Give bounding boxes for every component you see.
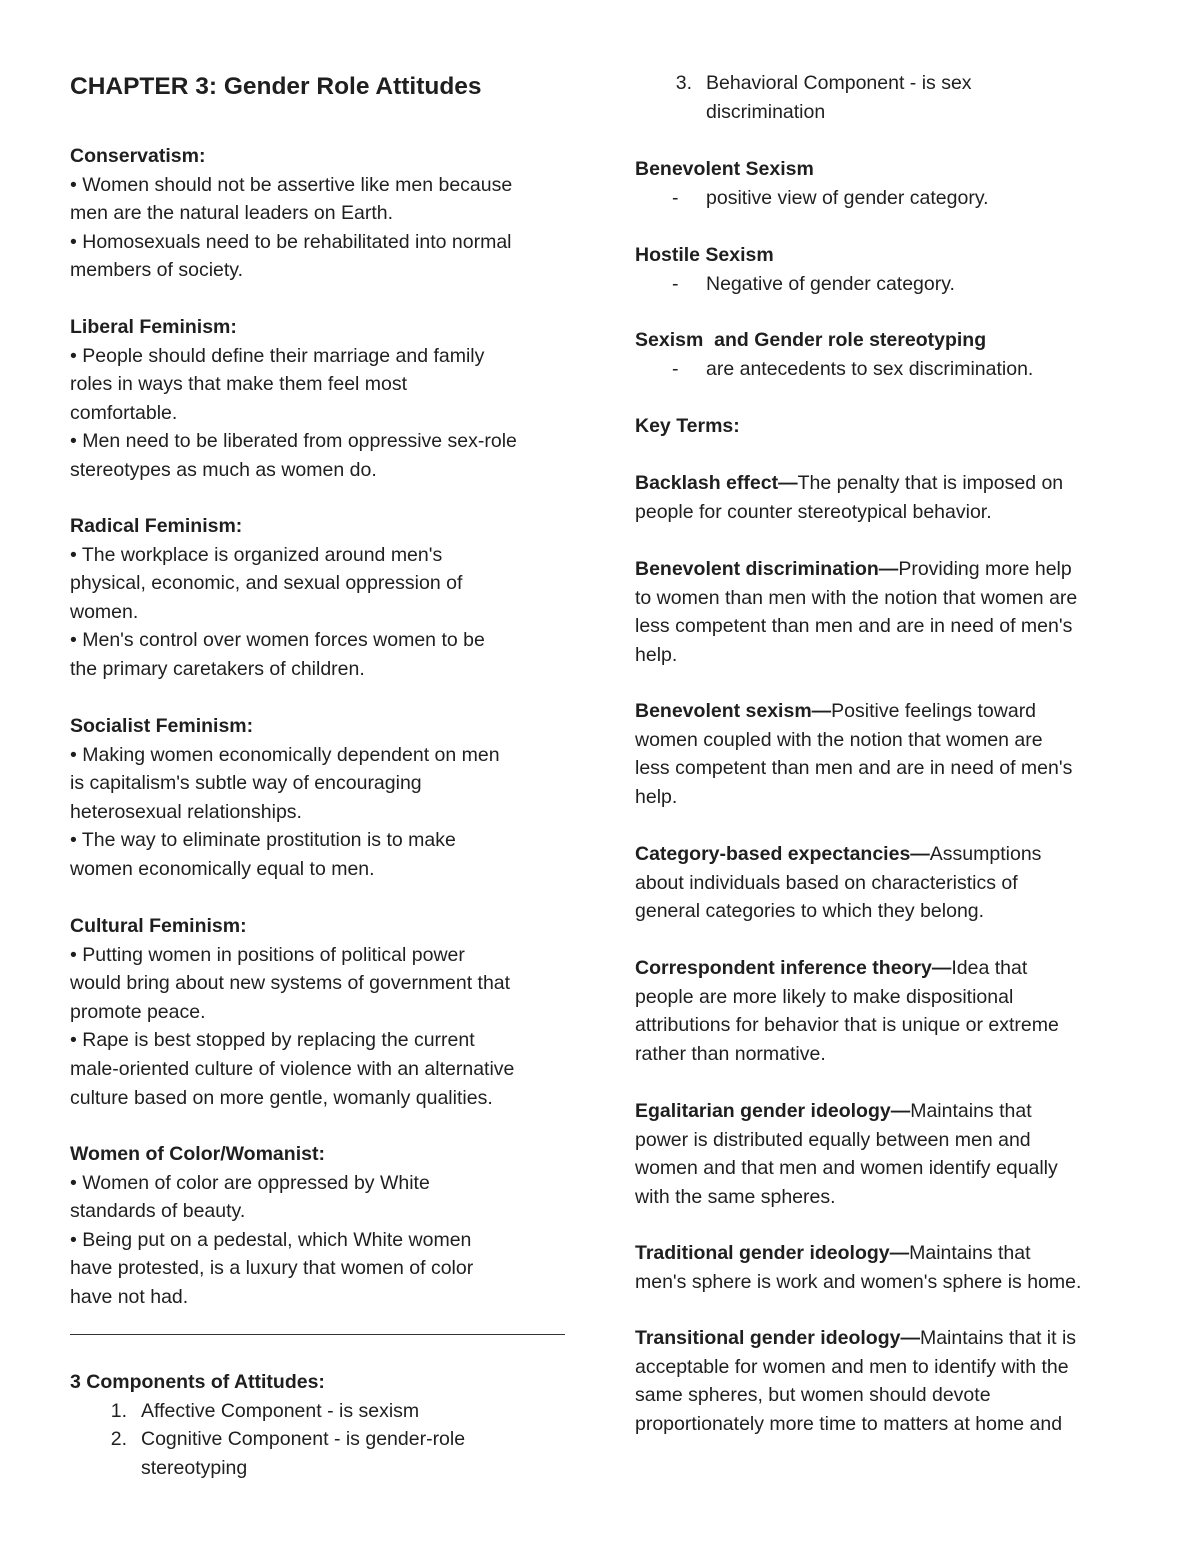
term-egalitarian-gender-ideology [635, 1097, 1135, 1211]
term-name: Transitional gender ideology— [635, 1327, 920, 1349]
term-name: Benevolent discrimination— [635, 558, 899, 580]
ideology-heading: Conservatism: [70, 145, 206, 167]
term-definition: Maintains that [910, 1100, 1032, 1122]
ideology-heading: Women of Color/Womanist: [70, 1143, 325, 1165]
term-line: proportionately more time to matters at home and [635, 1412, 1063, 1435]
ideology-heading: Liberal Feminism: [70, 316, 237, 338]
term-line: people for counter stereotypical behavior. [635, 500, 992, 523]
term-line [635, 1097, 1135, 1126]
ideology-heading: Radical Feminism: [70, 515, 243, 537]
dash-item [635, 184, 1135, 213]
section-divider [70, 1334, 565, 1335]
term-backlash-effect [635, 469, 1135, 526]
chapter-title: CHAPTER 3: Gender Role Attitudes [70, 73, 482, 100]
ideology-line: have not had. [70, 1285, 189, 1308]
ideology-line: women economically equal to men. [70, 857, 375, 880]
ideology-line: women. [70, 600, 139, 623]
term-traditional-gender-ideology [635, 1239, 1135, 1296]
term-name: Category-based expectancies— [635, 843, 930, 865]
list-item [635, 69, 1135, 126]
components-section [70, 1368, 570, 1482]
ideology-line: • Putting women in positions of political power [70, 943, 465, 966]
term-line: people are more likely to make dispositional [635, 985, 1014, 1008]
ideology-line: • Rape is best stopped by replacing the current [70, 1029, 475, 1052]
ideology-line: have protested, is a luxury that women of color [70, 1257, 474, 1280]
dash-item [635, 270, 1135, 299]
dash-marker: - [672, 357, 679, 380]
term-definition: Providing more help [898, 558, 1072, 580]
term-line [635, 555, 1135, 584]
term-name: Backlash effect— [635, 472, 798, 494]
ideology-conservatism [70, 142, 570, 285]
ideology-line: • People should define their marriage and family [70, 344, 485, 367]
ideology-line: men are the natural leaders on Earth. [70, 202, 394, 225]
term-line: help. [635, 643, 678, 666]
ideology-line: members of society. [70, 259, 244, 282]
ideology-heading: Socialist Feminism: [70, 715, 254, 737]
dash-item-text: are antecedents to sex discrimination. [706, 357, 1034, 380]
components-list [70, 1397, 570, 1483]
term-definition: The penalty that is imposed on [797, 472, 1064, 494]
term-line: less competent than men and are in need of men's [635, 615, 1073, 638]
ideology-line: • Women of color are oppressed by White [70, 1171, 430, 1194]
term-name: Benevolent sexism— [635, 700, 832, 722]
section-heading: Sexism and Gender role stereotyping [635, 329, 987, 351]
section-heading: Hostile Sexism [635, 244, 774, 266]
term-definition: Assumptions [929, 843, 1042, 865]
term-line: same spheres, but women should devote [635, 1384, 991, 1407]
term-line: general categories to which they belong. [635, 900, 985, 923]
ideology-line: • The way to eliminate prostitution is to make [70, 829, 456, 852]
ideology-line: physical, economic, and sexual oppression of [70, 572, 463, 595]
ideology-womanist [70, 1140, 570, 1312]
ideology-line: • Making women economically dependent on men [70, 743, 500, 766]
ideology-socialist-feminism [70, 712, 570, 884]
ideology-line: roles in ways that make them feel most [70, 373, 408, 396]
ideology-line: would bring about new systems of government that [70, 972, 511, 995]
list-item-text: Cognitive Component - is gender-role [141, 1428, 466, 1451]
term-line: less competent than men and are in need of men's [635, 757, 1073, 780]
hostile-sexism-section [635, 241, 1135, 298]
term-line [635, 469, 1135, 498]
ideology-line: culture based on more gentle, womanly qualities. [70, 1086, 493, 1109]
ideology-line: • Homosexuals need to be rehabilitated into normal [70, 230, 512, 253]
ideology-line: comfortable. [70, 401, 178, 424]
ideology-line: • The workplace is organized around men's [70, 543, 443, 566]
ideology-line: stereotypes as much as women do. [70, 458, 377, 481]
ideology-liberal-feminism [70, 313, 570, 485]
term-definition: Idea that [951, 957, 1028, 979]
list-number: 2. [110, 1428, 127, 1451]
term-benevolent-sexism [635, 697, 1135, 811]
term-name: Traditional gender ideology— [635, 1242, 910, 1264]
ideology-radical-feminism [70, 512, 570, 684]
term-definition: Positive feelings toward [831, 700, 1037, 722]
term-line [635, 697, 1135, 726]
list-item-text: Affective Component - is sexism [141, 1399, 420, 1422]
list-item-text: stereotyping [141, 1456, 248, 1479]
term-line [635, 840, 1135, 869]
ideology-line: • Men's control over women forces women to be [70, 629, 485, 652]
list-item-text: Behavioral Component - is sex [706, 72, 972, 94]
term-line [635, 954, 1135, 983]
term-line: power is distributed equally between men and [635, 1128, 1031, 1151]
term-line: help. [635, 785, 678, 808]
list-number: 3. [675, 72, 692, 94]
dash-list [635, 355, 1135, 384]
term-line: women coupled with the notion that women are [635, 728, 1043, 751]
ideology-line: the primary caretakers of children. [70, 657, 365, 680]
ideology-line: • Men need to be liberated from oppressive sex-role [70, 430, 517, 453]
dash-list [635, 270, 1135, 299]
dash-item-text: positive view of gender category. [706, 186, 989, 209]
term-line: men's sphere is work and women's sphere is home. [635, 1270, 1082, 1293]
key-terms-heading: Key Terms: [635, 415, 740, 437]
ideology-line: heterosexual relationships. [70, 800, 302, 823]
ideology-line: male-oriented culture of violence with an alternative [70, 1057, 515, 1080]
term-line: to women than men with the notion that women are [635, 586, 1078, 609]
term-line: women and that men and women identify equally [635, 1157, 1058, 1180]
sexism-stereotyping-section [635, 326, 1135, 383]
list-item [70, 1425, 570, 1482]
term-line: attributions for behavior that is unique or extreme [635, 1014, 1059, 1037]
term-name: Egalitarian gender ideology— [635, 1100, 911, 1122]
term-definition: Maintains that [909, 1242, 1031, 1264]
list-item-text: discrimination [706, 100, 826, 123]
ideology-heading: Cultural Feminism: [70, 915, 247, 937]
dash-item [635, 355, 1135, 384]
list-number: 1. [110, 1399, 127, 1422]
term-name: Correspondent inference theory— [635, 957, 952, 979]
term-transitional-gender-ideology [635, 1324, 1135, 1438]
components-list-continued [635, 69, 1135, 126]
ideology-cultural-feminism [70, 912, 570, 1112]
term-benevolent-discrimination [635, 555, 1135, 669]
term-line: about individuals based on characteristics of [635, 871, 1018, 894]
list-item [70, 1397, 570, 1426]
dash-list [635, 184, 1135, 213]
dash-item-text: Negative of gender category. [706, 272, 955, 295]
ideology-line: promote peace. [70, 1000, 206, 1023]
ideology-line: is capitalism's subtle way of encouraging [70, 772, 422, 795]
ideology-line: • Women should not be assertive like men because [70, 173, 513, 196]
section-heading: Benevolent Sexism [635, 158, 814, 180]
dash-marker: - [672, 272, 679, 295]
term-category-based-expectancies [635, 840, 1135, 926]
term-correspondent-inference-theory [635, 954, 1135, 1068]
term-line [635, 1239, 1135, 1268]
term-definition: Maintains that it is [919, 1327, 1077, 1349]
term-line: with the same spheres. [635, 1185, 836, 1208]
components-heading: 3 Components of Attitudes: [70, 1371, 325, 1393]
term-line: rather than normative. [635, 1042, 826, 1065]
dash-marker: - [672, 186, 679, 209]
benevolent-sexism-section [635, 155, 1135, 212]
term-line: acceptable for women and men to identify with the [635, 1355, 1069, 1378]
ideology-line: • Being put on a pedestal, which White women [70, 1228, 472, 1251]
ideology-line: standards of beauty. [70, 1200, 246, 1223]
term-line [635, 1324, 1135, 1353]
